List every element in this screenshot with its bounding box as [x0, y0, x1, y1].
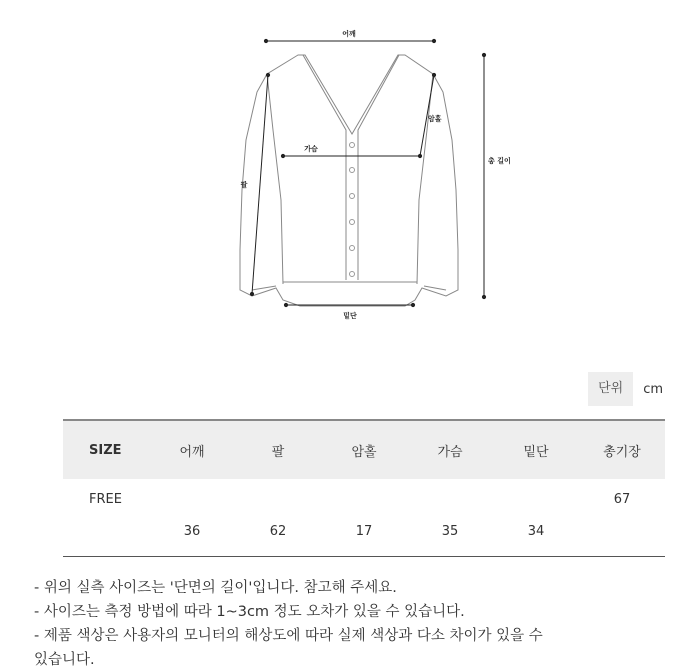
cell-total-length: 67 — [579, 479, 665, 557]
column-header-armhole: 암홀 — [321, 420, 407, 479]
chest-label: 가슴 — [304, 145, 318, 153]
button — [350, 220, 355, 225]
button — [350, 143, 355, 148]
column-header-hem: 밑단 — [493, 420, 579, 479]
cell-hem: 34 — [493, 479, 579, 557]
cell-size: FREE — [63, 479, 149, 557]
column-header-total-length: 총기장 — [579, 420, 665, 479]
column-header-sleeve: 팔 — [235, 420, 321, 479]
size-table — [63, 419, 665, 557]
hem-label: 밑단 — [343, 312, 357, 320]
table-header-row — [63, 420, 665, 479]
button — [350, 168, 355, 173]
button — [350, 272, 355, 277]
sleeve-label: 팔 — [240, 181, 248, 189]
buttons — [350, 143, 355, 277]
unit-row — [588, 372, 663, 406]
shoulder-label: 어깨 — [342, 30, 356, 38]
sleeve-measure-line — [252, 75, 268, 294]
column-header-chest: 가슴 — [407, 420, 493, 479]
measure-lines — [250, 39, 485, 306]
table-row — [63, 479, 665, 557]
unit-label: 단위 — [588, 372, 633, 406]
button — [350, 246, 355, 251]
note-line: - 사이즈는 측정 방법에 따라 1~3cm 정도 오차가 있을 수 있습니다. — [34, 604, 465, 620]
column-header-shoulder: 어깨 — [149, 420, 235, 479]
cell-sleeve: 62 — [235, 479, 321, 557]
button — [350, 194, 355, 199]
cell-chest: 35 — [407, 479, 493, 557]
total-length-label: 총 길이 — [488, 157, 511, 165]
column-header-size: SIZE — [63, 420, 149, 479]
note-line: - 위의 실측 사이즈는 '단면의 길이'입니다. 참고해 주세요. — [34, 580, 397, 596]
cell-shoulder: 36 — [149, 479, 235, 557]
note-line: - 제품 색상은 사용자의 모니터의 해상도에 따라 실제 색상과 다소 차이가 있을 수 — [34, 628, 543, 644]
cell-armhole: 17 — [321, 479, 407, 557]
notes — [34, 576, 664, 672]
unit-value: cm — [643, 381, 663, 397]
armhole-label: 암홀 — [428, 115, 442, 123]
cardigan-illustration — [240, 55, 458, 306]
note-line: 있습니다. — [34, 652, 95, 668]
